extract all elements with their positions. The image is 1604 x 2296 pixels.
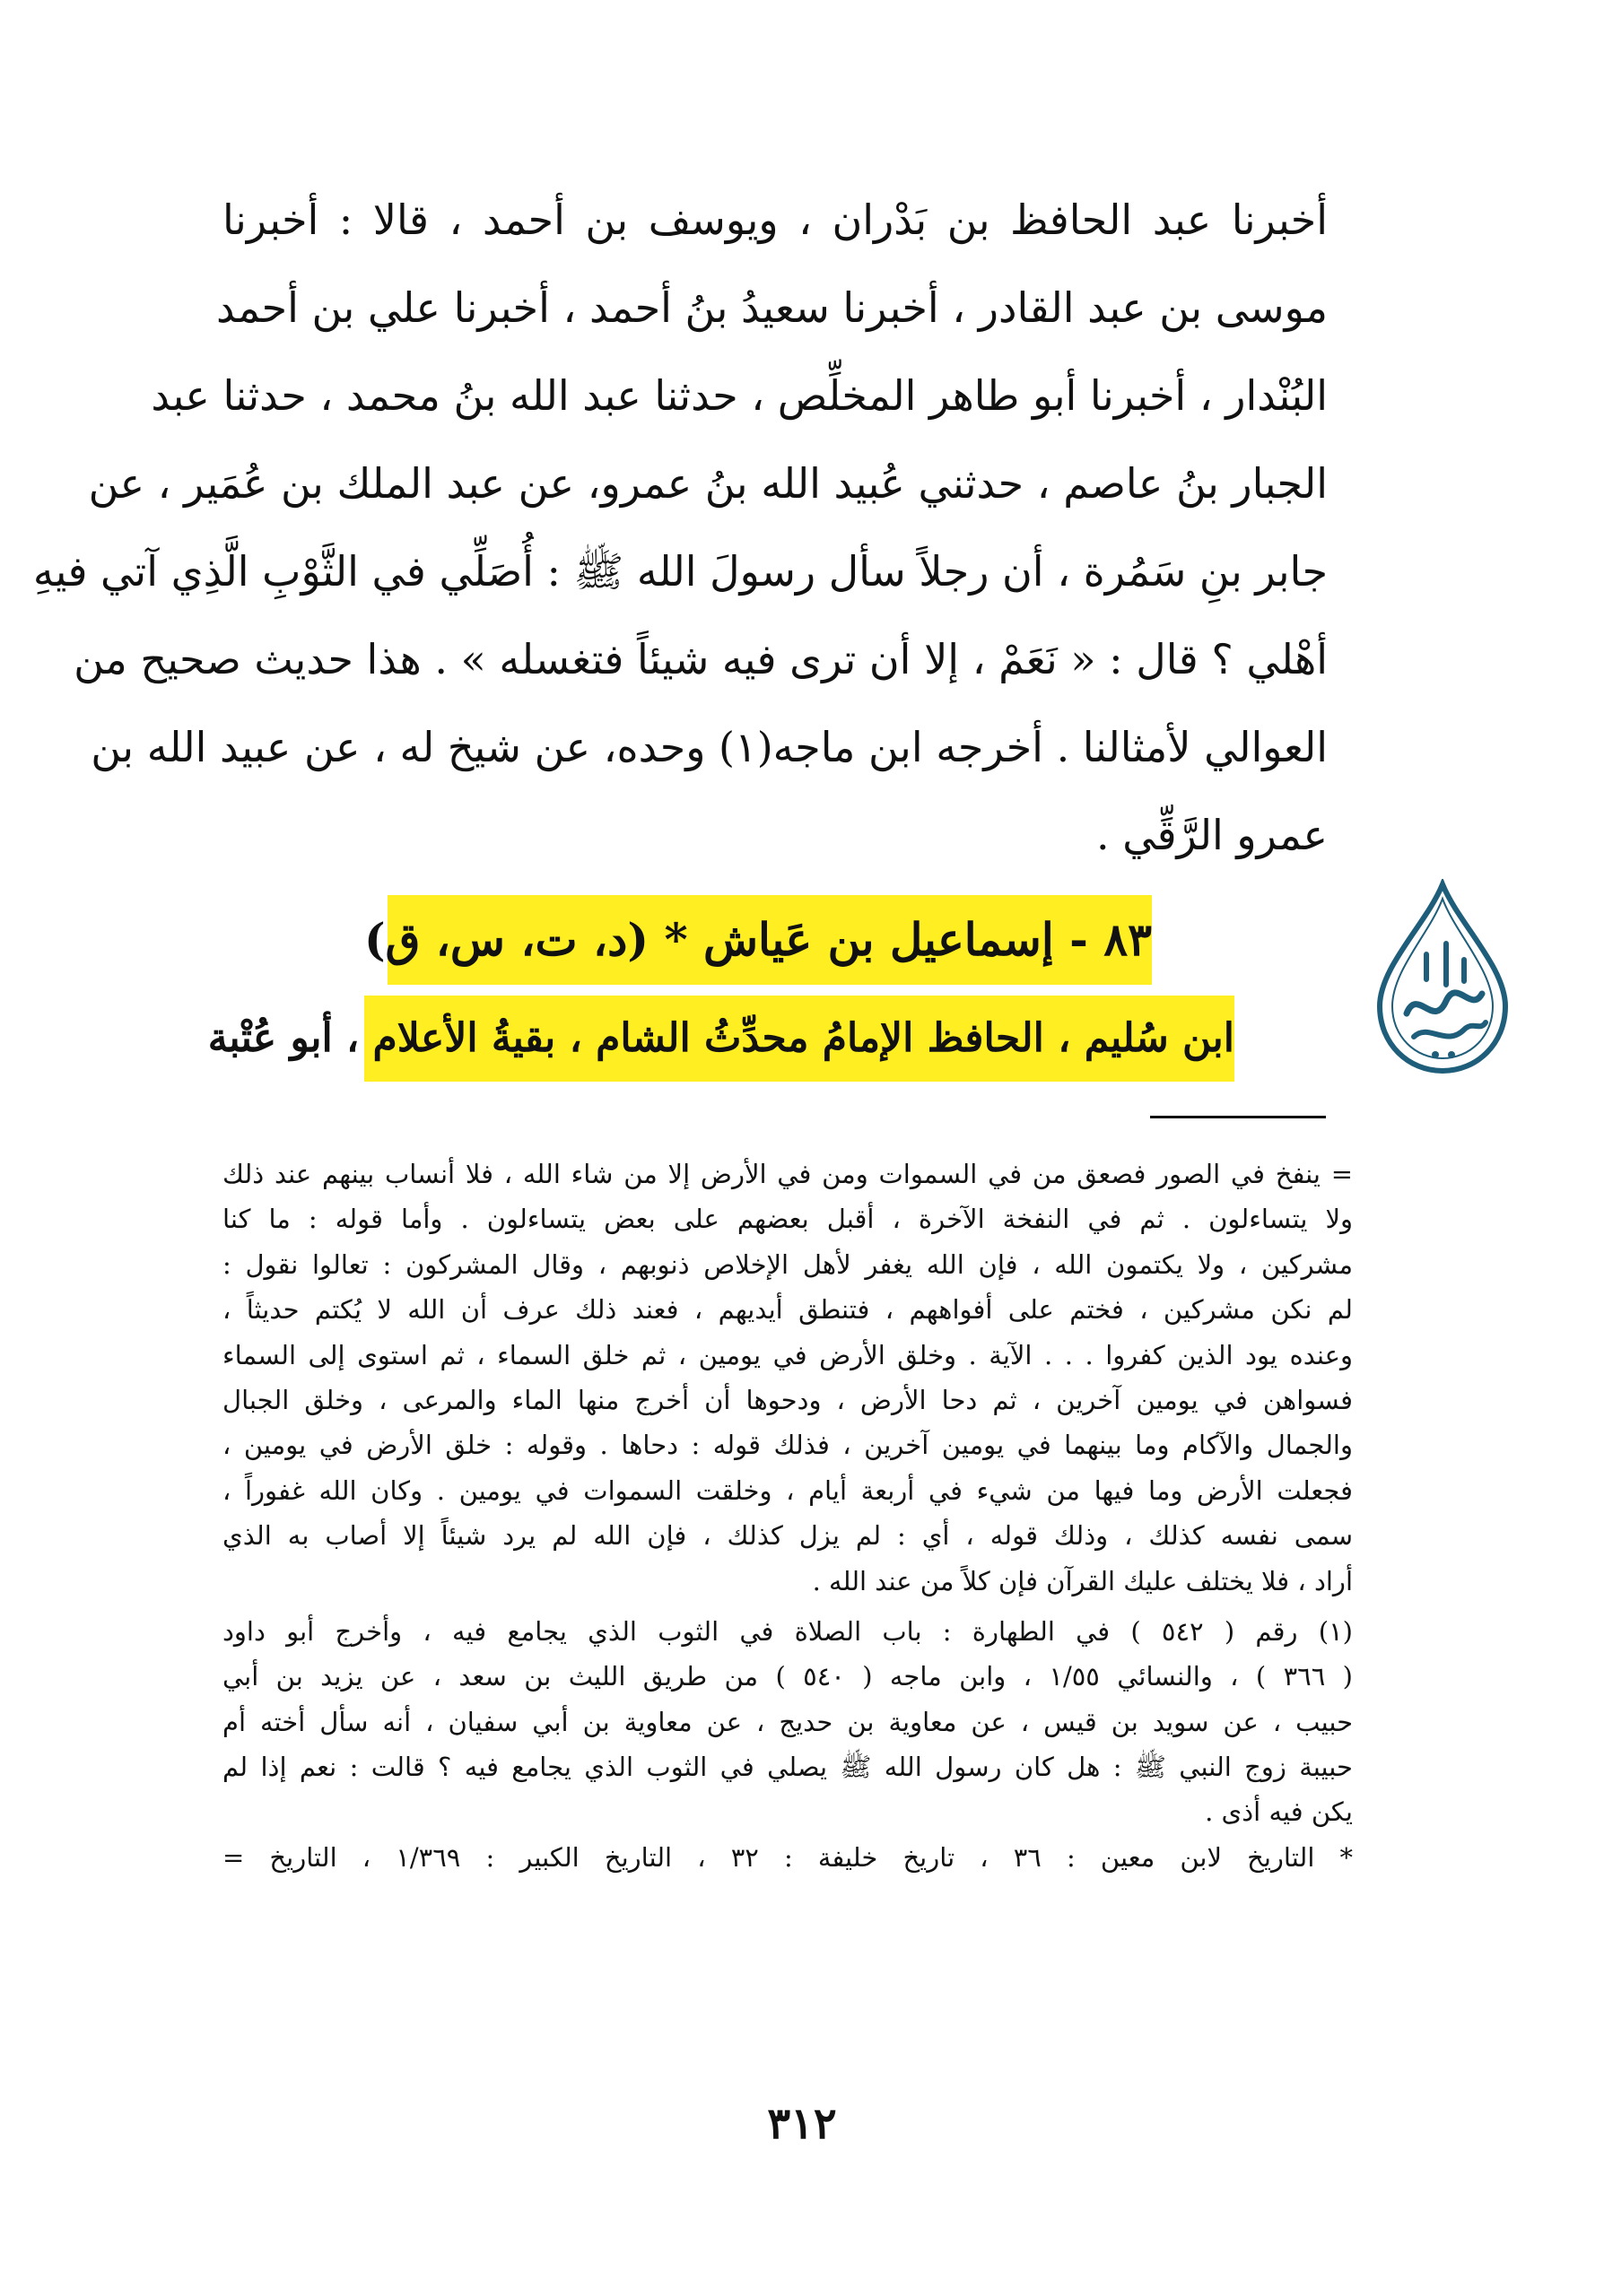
footnote-1-line: حبيبة زوج النبي ﷺ : هل كان رسول الله ﷺ يصلي في الثوب الذي يجامع فيه ؟ قالت : نعم إذا لم (222, 1752, 1353, 1783)
main-text-line: العوالي لأمثالنا . أخرجه ابن ماجه(١) وحده، عن شيخ له ، عن عبيد الله بن (91, 723, 1328, 771)
footnote-1-line: حبيب ، عن سويد بن قيس ، عن معاوية بن حديج ، عن معاوية بن أبي سفيان ، أنه سأل أخته أم (222, 1706, 1353, 1737)
main-text-line: أهْلي ؟ قال : « نَعَمْ ، إلا أن ترى فيه شيئاً فتغسله » . هذا حديث صحيح من (74, 635, 1328, 683)
footnote-1-line: ( ٣٦٦ ) ، والنسائي ١/٥٥ ، وابن ماجه ( ٥٤٠ ) من طريق الليث بن سعد ، عن يزيد بن أبي (222, 1661, 1353, 1692)
footnote-line: لم نكن مشركين ، فختم على أفواههم ، فتنطق أيديهم ، فعند ذلك عرف أن الله لا يُكتم حديثاً ، (222, 1294, 1353, 1326)
page-number: ٣١٢ (767, 2099, 837, 2149)
entry-heading-title: ٨٣ - إسماعيل بن عَياش * (د، ت، س، ق) (388, 895, 1152, 985)
main-text-line: البُنْدار ، أخبرنا أبو طاهر المخلِّص ، حدثنا عبد الله بنُ محمد ، حدثنا عبد (151, 371, 1328, 420)
footnote-1-line: (١) رقم ( ٥٤٢ ) في الطهارة : باب الصلاة في الثوب الذي يجامع فيه ، وأخرج أبو داود (222, 1615, 1353, 1647)
footnote-separator (1150, 1116, 1326, 1118)
footnote-line: أراد ، فلا يختلف عليك القرآن فإن كلاً من عند الله . (812, 1565, 1353, 1596)
footnote-line: وعنده يود الذين كفروا . . . الآية . وخلق الأرض في يومين ، ثم خلق السماء ، ثم استوى إلى السماء (222, 1339, 1353, 1370)
footnote-1-line: يكن فيه أذى . (1205, 1796, 1353, 1828)
footnote-line: والجمال والآكام وما بينهما في يومين آخرين ، فذلك قوله : دحاها . وقوله : خلق الأرض في يومين ، (222, 1430, 1353, 1461)
footnote-line: = ينفخ في الصور فصعق من في السموات ومن في الأرض إلا من شاء الله ، فلا أنساب بينهم عند ذلك (222, 1159, 1353, 1189)
footnote-line: سمى نفسه كذلك ، وذلك قوله ، أي : لم يزل كذلك ، فإن الله لم يرد شيئاً إلا أصاب به الذي (222, 1520, 1353, 1552)
main-text-line: عمرو الرَّقِّي . (1095, 811, 1328, 859)
main-text-line: الجبار بنُ عاصم ، حدثني عُبيد الله بنُ عمرو، عن عبد الملك بن عُمَير ، عن (88, 459, 1328, 508)
footnote-line: ولا يتساءلون . ثم في النفخة الآخرة ، أقبل بعضهم على بعض يتساءلون . وأما قوله : ما كنا (222, 1204, 1353, 1235)
star-footnote-line: * التاريخ لابن معين : ٣٦ ، تاريخ خليفة : ٣٢ ، التاريخ الكبير : ١/٣٦٩ ، التاريخ = (222, 1841, 1354, 1873)
main-text-block (32, 176, 1328, 879)
calligraphy-droplet-logo-icon (1364, 879, 1521, 1082)
footnote-line: فسواهن في يومين آخرين ، ثم دحا الأرض ، ودحوها أن أخرج منها الماء والمرعى ، وخلق الجبال (222, 1384, 1353, 1415)
entry-heading-subtitle: ابن سُليم ، الحافظ الإمامُ محدِّثُ الشام ، بقيةُ الأعلام ، أبو عُتْبة (364, 996, 1234, 1082)
main-text-line: أخبرنا عبد الحافظ بن بَدْران ، ويوسف بن أحمد ، قالا : أخبرنا (222, 196, 1328, 244)
footnote-line: فجعلت الأرض وما فيها من شيء في أربعة أيام ، وخلقت السموات في يومين . وكان الله غفوراً ، (222, 1474, 1353, 1506)
footnote-line: مشركين ، ولا يكتمون الله ، فإن الله يغفر لأهل الإخلاص ذنوبهم ، وقال المشركون : تعالوا نقول : (222, 1248, 1353, 1280)
main-text-line: جابر بنِ سَمُرة ، أن رجلاً سأل رسولَ الله ﷺ : أُصَلِّي في الثَّوْبِ الَّذِي آتي فيهِ (32, 547, 1328, 596)
main-text-line: موسى بن عبد القادر ، أخبرنا سعيدُ بنُ أحمد ، أخبرنا علي بن أحمد (215, 283, 1328, 332)
footnotes-block (222, 1152, 1353, 1880)
